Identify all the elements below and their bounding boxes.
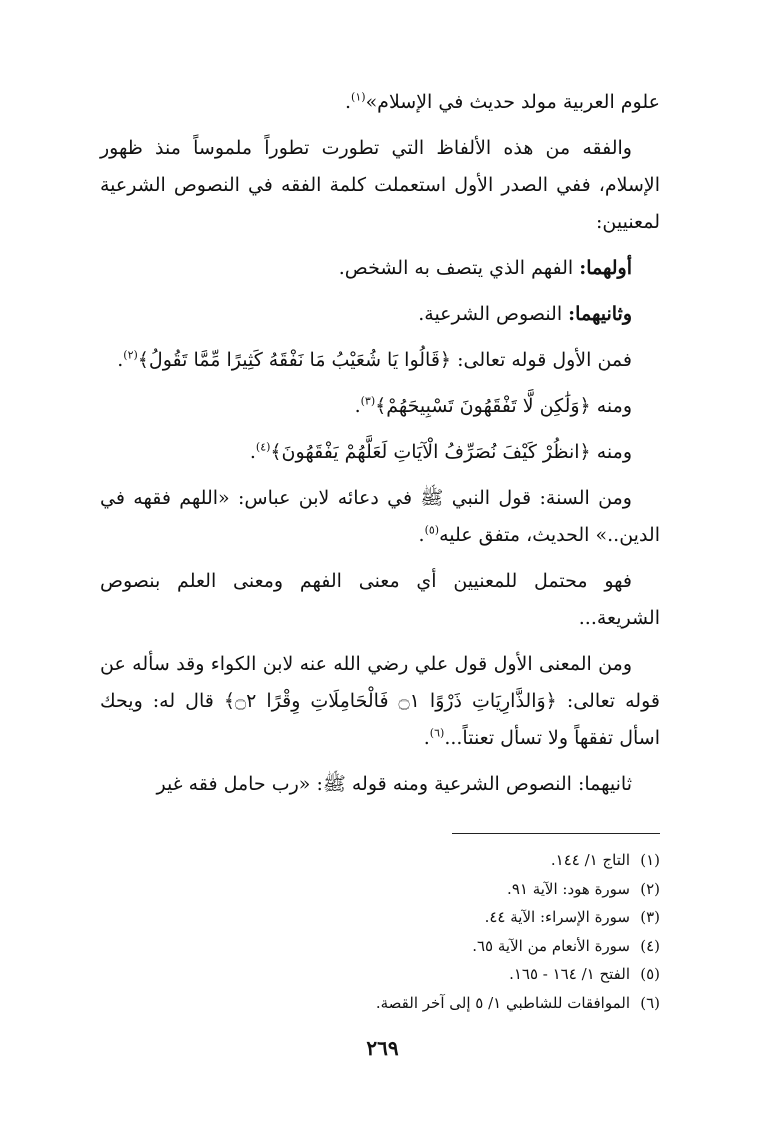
footnote-text: الموافقات للشاطبي ١/ ٥ إلى آخر القصة. bbox=[375, 993, 630, 1012]
paragraph-5-text: فمن الأول قوله تعالى: bbox=[451, 349, 632, 371]
footnote-item bbox=[100, 932, 660, 961]
footnote-number: (٥) bbox=[640, 965, 660, 983]
quran-verse-3: ﴿انظُرْ كَيْفَ نُصَرِّفُ الْآيَاتِ لَعَلَّهُمْ يَفْقَهُونَ﴾ bbox=[270, 441, 591, 463]
footnote-item bbox=[100, 960, 660, 989]
footnote-text: التاج ١/ ١٤٤. bbox=[550, 851, 630, 869]
footnote-number: (٤) bbox=[640, 936, 660, 955]
paragraph-6-end: . bbox=[354, 395, 361, 417]
footnote-number: (٢) bbox=[640, 879, 660, 898]
paragraph-8-end: . bbox=[418, 524, 425, 546]
paragraph-1 bbox=[100, 84, 660, 121]
paragraph-2: والفقه من هذه الألفاظ التي تطورت تطوراً ملموساً منذ ظهور الإسلام، ففي الصدر الأول استعملت كلمة الفقه في النصوص الشرعية لمعنيين: bbox=[100, 137, 660, 233]
paragraph-8-text: ومن السنة: قول النبي ﷺ في دعائه لابن عباس: «اللهم فقهه في الدين..» الحديث، متفق عليه bbox=[100, 487, 660, 546]
paragraph-3 bbox=[100, 250, 660, 287]
footnote-separator bbox=[452, 833, 660, 834]
footnote-item bbox=[100, 846, 660, 875]
paragraph-10 bbox=[100, 646, 660, 757]
footnote-ref-1: (١) bbox=[351, 90, 366, 104]
page-number: ٢٦٩ bbox=[366, 1036, 399, 1060]
paragraph-3-text: الفهم الذي يتصف به الشخص. bbox=[338, 257, 580, 279]
paragraph-11: ثانيهما: النصوص الشرعية ومنه قوله ﷺ: «رب حامل فقه غير bbox=[156, 773, 632, 795]
body-text bbox=[100, 84, 660, 812]
paragraph-4-text: النصوص الشرعية. bbox=[418, 303, 569, 325]
footnote-ref-5: (٥) bbox=[424, 523, 440, 537]
quran-verse-2: ﴿وَلَٰكِن لَّا تَفْقَهُونَ تَسْبِيحَهُمْ﴾ bbox=[375, 395, 591, 417]
paragraph-8 bbox=[100, 480, 660, 554]
footnote-number: (١) bbox=[640, 851, 660, 869]
footnote-text: الفتح ١/ ١٦٤ - ١٦٥. bbox=[509, 965, 630, 983]
paragraph-1-end: . bbox=[345, 91, 352, 113]
footnote-number: (٦) bbox=[640, 993, 660, 1012]
footnote-item bbox=[100, 903, 660, 932]
footnote-ref-2: (٢) bbox=[123, 348, 138, 362]
footnote-text: سورة هود: الآية ٩١. bbox=[507, 879, 630, 898]
paragraph-9: فهو محتمل للمعنيين أي معنى الفهم ومعنى العلم بنصوص الشريعة... bbox=[100, 570, 660, 629]
footnote-text: سورة الإسراء: الآية ٤٤. bbox=[484, 908, 630, 926]
paragraph-1-text: علوم العربية مولد حديث في الإسلام» bbox=[365, 91, 660, 113]
paragraph-6-text: ومنه bbox=[590, 395, 632, 417]
paragraph-7-text: ومنه bbox=[590, 441, 632, 463]
paragraph-10-text: ومن المعنى الأول قول علي رضي الله عنه لابن الكواء وقد سأله عن قوله تعالى: bbox=[100, 653, 660, 712]
paragraph-5-end: . bbox=[117, 349, 124, 371]
paragraph-7-end: . bbox=[249, 441, 256, 463]
paragraph-5 bbox=[100, 342, 660, 379]
paragraph-3-label: أولهما: bbox=[579, 257, 632, 279]
paragraph-10-text-2: قال له: ويحك اسأل تفقهاً ولا تسأل تعنتاً... bbox=[100, 690, 660, 749]
footnote-number: (٣) bbox=[640, 908, 660, 926]
footnote-item bbox=[100, 875, 660, 904]
footnote-text: سورة الأنعام من الآية ٦٥. bbox=[472, 936, 630, 955]
footnote-item bbox=[100, 989, 660, 1018]
paragraph-4-label: وثانيهما: bbox=[568, 303, 632, 325]
paragraph-10-end: . bbox=[423, 727, 430, 749]
footnote-ref-6: (٦) bbox=[429, 726, 445, 740]
paragraph-4 bbox=[100, 296, 660, 333]
paragraph-6 bbox=[100, 388, 660, 425]
footnotes-list bbox=[100, 846, 660, 1017]
footnote-ref-4: (٤) bbox=[255, 440, 271, 454]
footnote-ref-3: (٣) bbox=[360, 394, 376, 408]
paragraph-7 bbox=[100, 434, 660, 471]
quran-verse-1: ﴿قَالُوا يَا شُعَيْبُ مَا نَفْقَهُ كَثِيرًا مِّمَّا تَقُولُ﴾ bbox=[137, 349, 452, 371]
quran-verse-4: ﴿وَالذَّارِيَاتِ ذَرْوًا ۝١ فَالْحَامِلَاتِ وِقْرًا ۝٢﴾ bbox=[223, 690, 557, 712]
